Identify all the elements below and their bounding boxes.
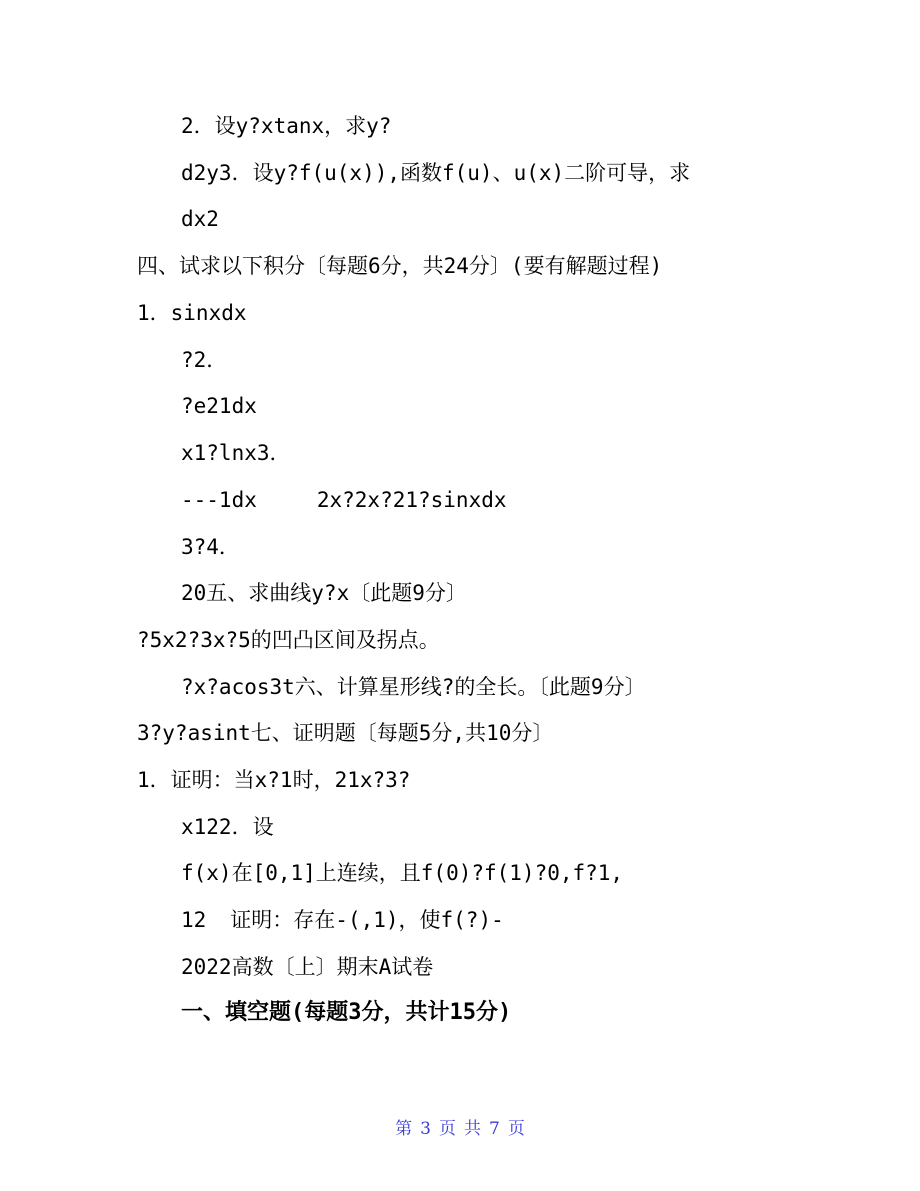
text-line-9 — [181, 487, 507, 513]
text-line-8: x1?lnx3． — [181, 441, 291, 465]
text-line-16: x122．设 — [181, 815, 274, 839]
footer-suffix: 页 — [507, 1119, 525, 1139]
text-line-10: 3?4． — [181, 535, 240, 559]
text-line-3: dx2 — [181, 207, 219, 231]
text-line-9b: 2x?2x?21?sinxdx — [316, 488, 507, 512]
text-line-12: ?5x2?3x?5的凹凸区间及拐点。 — [137, 628, 440, 652]
text-line-9a: ---1dx — [181, 488, 257, 512]
section-seven-heading: 3?y?asint七、证明题〔每题5分,共10分〕 — [137, 721, 554, 745]
text-line-18 — [181, 907, 504, 933]
footer-prefix: 第 — [395, 1119, 413, 1139]
text-line-6: ?2． — [181, 348, 228, 372]
text-line-18b: 证明：存在-(,1)，使f(?)- — [230, 908, 504, 932]
section-six-heading: ?x?acos3t六、计算星形线?的全长。〔此题9分〕 — [181, 675, 646, 699]
footer-current-page: 3 — [420, 1119, 431, 1139]
text-line-2: d2y3．设y?f(u(x)),函数f(u)、u(x)二阶可导，求 — [181, 161, 691, 185]
section-four-heading: 四、试求以下积分〔每题6分，共24分〕(要有解题过程) — [137, 254, 663, 278]
footer-total-pages: 7 — [489, 1119, 500, 1139]
text-line-5: 1．sinxdx — [137, 301, 247, 325]
text-line-17: f(x)在[0,1]上连续，且f(0)?f(1)?0,f?1, — [181, 861, 624, 885]
section-five-heading: 20五、求曲线y?x〔此题9分〕 — [181, 581, 467, 605]
text-line-18a: 12 — [181, 908, 207, 932]
text-line-7: ?e21dx — [181, 394, 257, 418]
footer-total-prefix: 共 — [464, 1119, 481, 1139]
section-one-heading: 一、填空题(每题3分，共计15分) — [181, 1000, 512, 1025]
page-footer — [0, 1114, 920, 1139]
text-line-1: 2．设y?xtanx，求y? — [181, 114, 392, 138]
exam-title: 2022高数〔上〕期末A试卷 — [181, 955, 434, 979]
footer-mid: 页 — [439, 1119, 456, 1139]
text-line-15: 1．证明：当x?1时，21x?3? — [137, 768, 411, 792]
